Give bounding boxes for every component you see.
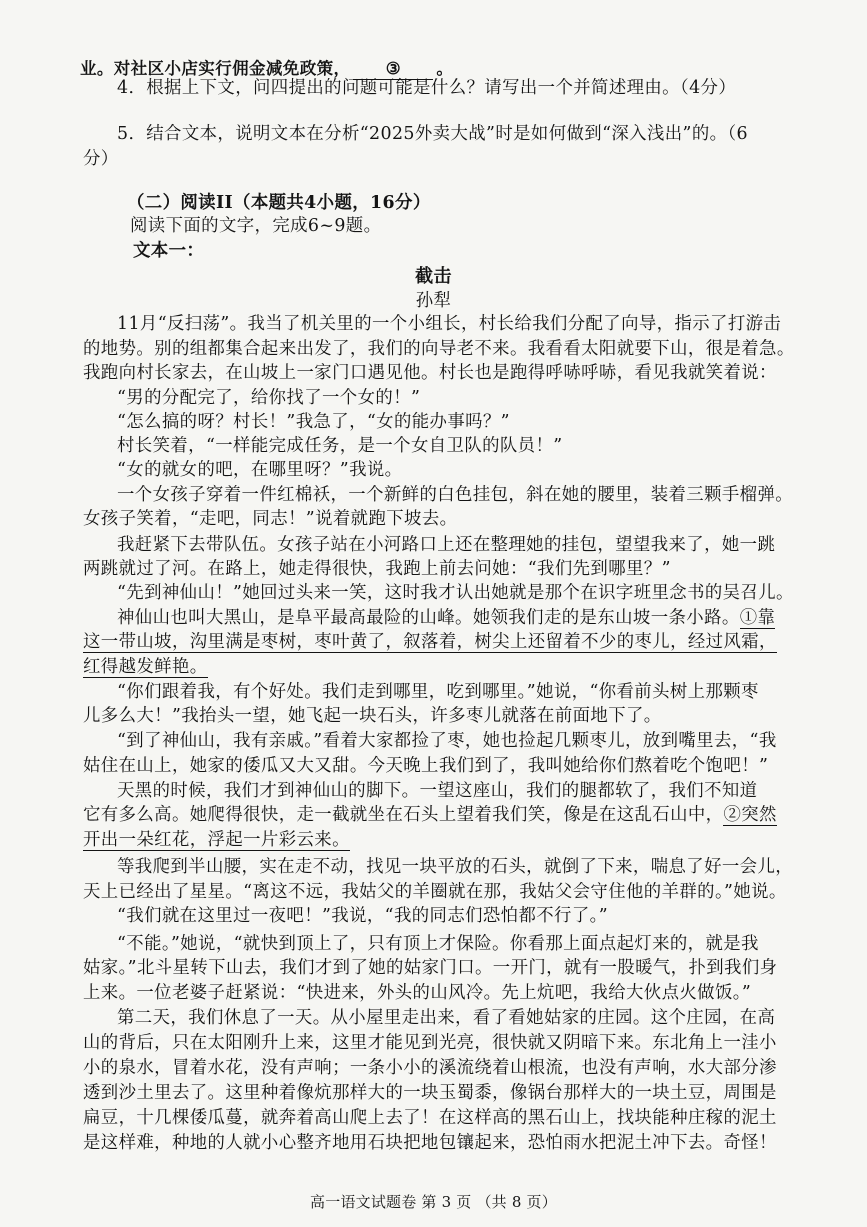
- article-line: [83, 1106, 860, 1130]
- article-line-text: “怎么搞的呀？村长！”我急了，“女的能办事吗？”: [117, 412, 510, 432]
- article-line: [117, 1006, 860, 1030]
- article-line-text: “到了神仙山，我有亲戚。”看着大家都捡了枣，她也捡起几颗枣儿，放到嘴里去，“我: [117, 731, 777, 751]
- article-line: [83, 361, 860, 385]
- article-line-text: 村长笑着，“一样能完成任务，是一个女自卫队的队员！”: [117, 436, 563, 456]
- article-line-text: “你们跟着我，有个好处。我们走到哪里，吃到哪里。”她说，“你看前头树上那颗枣: [117, 682, 759, 702]
- question-5-line1: 5．结合文本，说明文本在分析“2025外卖大战”时是如何做到“深入浅出”的。（6: [117, 124, 748, 144]
- underlined-passage: ①靠: [739, 608, 776, 628]
- article-line-text: 两跳就过了河。在路上，她走得很快，我跑上前去问她：“我们先到哪里？”: [83, 559, 671, 579]
- article-line: [83, 880, 860, 904]
- section-instruction: 阅读下面的文字，完成6~9题。: [130, 216, 382, 236]
- article-line-text: 天黑的时候，我们才到神仙山的脚下。一望这座山，我们的腿都软了，我们不知道: [117, 781, 758, 801]
- article-line-text: 我跑向村长家去，在山坡上一家门口遇见他。村长也是跑得呼哧呼哧，看见我就笑着说：: [83, 363, 777, 383]
- article-line: [117, 855, 860, 879]
- article-line-text: 小的泉水，冒着水花，没有声响；一条小小的溪流绕着山根流，也没有声响，水大部分渗: [83, 1058, 777, 1078]
- article-line: [117, 533, 860, 557]
- article-line: [83, 754, 860, 778]
- article-line-text: 的地势。别的组都集合起来出发了，我们的向导老不来。我看看太阳就要下山，很是着急。: [83, 339, 795, 359]
- section-heading: （二）阅读II（本题共4小题，16分）: [127, 193, 431, 213]
- article-line-text: 神仙山也叫大黑山，是阜平最高最险的山峰。她领我们走的是东山坡一条小路。: [117, 608, 740, 628]
- article-line-text: “女的就女的吧，在哪里呀？”我说。: [117, 460, 403, 480]
- article-line: [117, 779, 860, 803]
- question-4: 4．根据上下文，问四提出的问题可能是什么？请写出一个并简述理由。（4分）: [117, 78, 737, 98]
- underlined-passage: 红得越发鲜艳。: [83, 657, 208, 677]
- page-footer: 高一语文试题卷 第 3 页 （共 8 页）: [310, 1193, 557, 1211]
- article-line-text: 山的背后，只在太阳刚升上来，这里才能见到光亮，很快就又阴暗下来。东北角上一洼小: [83, 1033, 777, 1053]
- article-line: [117, 729, 860, 753]
- article-line-text: 一个女孩子穿着一件红棉袄，一个新鲜的白色挂包，斜在她的腰里，装着三颗手榴弹。: [117, 485, 794, 505]
- article-line-text: 第二天，我们休息了一天。从小屋里走出来，看了看她姑家的庄园。这个庄园，在高: [117, 1008, 776, 1028]
- article-title: 截击: [415, 266, 452, 287]
- article-line: [117, 386, 860, 410]
- article-line: [117, 680, 860, 704]
- article-line: [83, 956, 860, 980]
- article-line: [83, 1056, 860, 1080]
- underlined-passage: 这一带山坡，沟里满是枣树，枣叶黄了，叙落着，树尖上还留着不少的枣儿，经过风霜，: [83, 632, 777, 652]
- article-line: [117, 434, 860, 458]
- article-line: [117, 312, 860, 336]
- carryover-text: 业。对社区小店实行佣金减免政策，: [80, 59, 351, 78]
- underlined-passage: 开出一朵红花，浮起一片彩云来。: [83, 830, 350, 850]
- article-line: [83, 337, 860, 361]
- article-line-text: 儿多么大！”我抬头一望，她飞起一块石头，许多枣儿就落在前面地下了。: [83, 706, 662, 726]
- article-line: [83, 981, 860, 1005]
- article-line: [83, 1081, 860, 1105]
- article-line: [117, 904, 860, 928]
- underlined-passage: ②突然: [723, 805, 777, 825]
- article-line-text: 女孩子笑着，“走吧，同志！”说着就跑下坡去。: [83, 509, 458, 529]
- article-line: [83, 655, 860, 679]
- article-line-text: 天上已经出了星星。“离这不远，我姑父的羊圈就在那，我姑父会守住他的羊群的。”她说。: [83, 882, 787, 902]
- article-line: [83, 828, 860, 852]
- article-line: [83, 803, 860, 827]
- article-line: [117, 606, 860, 630]
- article-line: [83, 507, 860, 531]
- carryover-end: 。: [436, 59, 454, 78]
- text-label: 文本一：: [133, 241, 205, 261]
- article-line-text: 我赶紧下去带队伍。女孩子站在小河路口上还在整理她的挂包，望望我来了，她一跳: [117, 535, 776, 555]
- article-line: [83, 1031, 860, 1055]
- article-line: [83, 557, 860, 581]
- article-line: [117, 581, 860, 605]
- article-line: [83, 1131, 860, 1155]
- article-line-text: “不能。”她说，“就快到顶上了，只有顶上才保险。你看那上面点起灯来的，就是我: [117, 934, 759, 954]
- article-line: [117, 410, 860, 434]
- article-line: [83, 704, 860, 728]
- article-line-text: 姑住在山上，她家的倭瓜又大又甜。今天晚上我们到了，我叫她给你们熬着吃个饱吧！”: [83, 756, 769, 776]
- article-line-text: “我们就在这里过一夜吧！”我说，“我的同志们恐怕都不行了。”: [117, 906, 609, 926]
- article-line-text: 上来。一位老婆子赶紧说：“快进来，外头的山风冷。先上炕吧，我给大伙点火做饭。”: [83, 983, 752, 1003]
- article-line-text: 姑家。”北斗星转下山去，我们才到了她的姑家门口。一开门，就有一股暖气，扑到我们身: [83, 958, 778, 978]
- article-line-text: “先到神仙山！”她回过头来一笑，这时我才认出她就是那个在识字班里念书的吴召儿。: [117, 583, 794, 603]
- article-line-text: 是这样难，种地的人就小心整齐地用石块把地包镶起来，恐怕雨水把泥土冲下去。奇怪！: [83, 1133, 777, 1153]
- article-line: [83, 630, 860, 654]
- answer-blank: ③: [353, 59, 433, 80]
- article-line: [117, 483, 860, 507]
- article-line-text: 扁豆，十几棵倭瓜蔓，就奔着高山爬上去了！在这样高的黑石山上，找块能种庄稼的泥土: [83, 1108, 777, 1128]
- article-line-text: 它有多么高。她爬得很快，走一截就坐在石头上望着我们笑，像是在这乱石山中，: [83, 805, 724, 825]
- article-line-text: “男的分配完了，给你找了一个女的！”: [117, 388, 421, 408]
- question-5-line2: 分）: [83, 149, 119, 169]
- article-line-text: 透到沙土里去了。这里种着像炕那样大的一块玉蜀黍，像锅台那样大的一块土豆，周围是: [83, 1083, 777, 1103]
- article-line: [117, 932, 860, 956]
- article-author: 孙犁: [415, 291, 452, 311]
- article-line: [117, 458, 860, 482]
- article-line-text: 11月“反扫荡”。我当了机关里的一个小组长，村长给我们分配了向导，指示了打游击: [117, 314, 782, 334]
- article-line-text: 等我爬到半山腰，实在走不动，找见一块平放的石头，就倒了下来，喘息了好一会儿，: [117, 857, 794, 877]
